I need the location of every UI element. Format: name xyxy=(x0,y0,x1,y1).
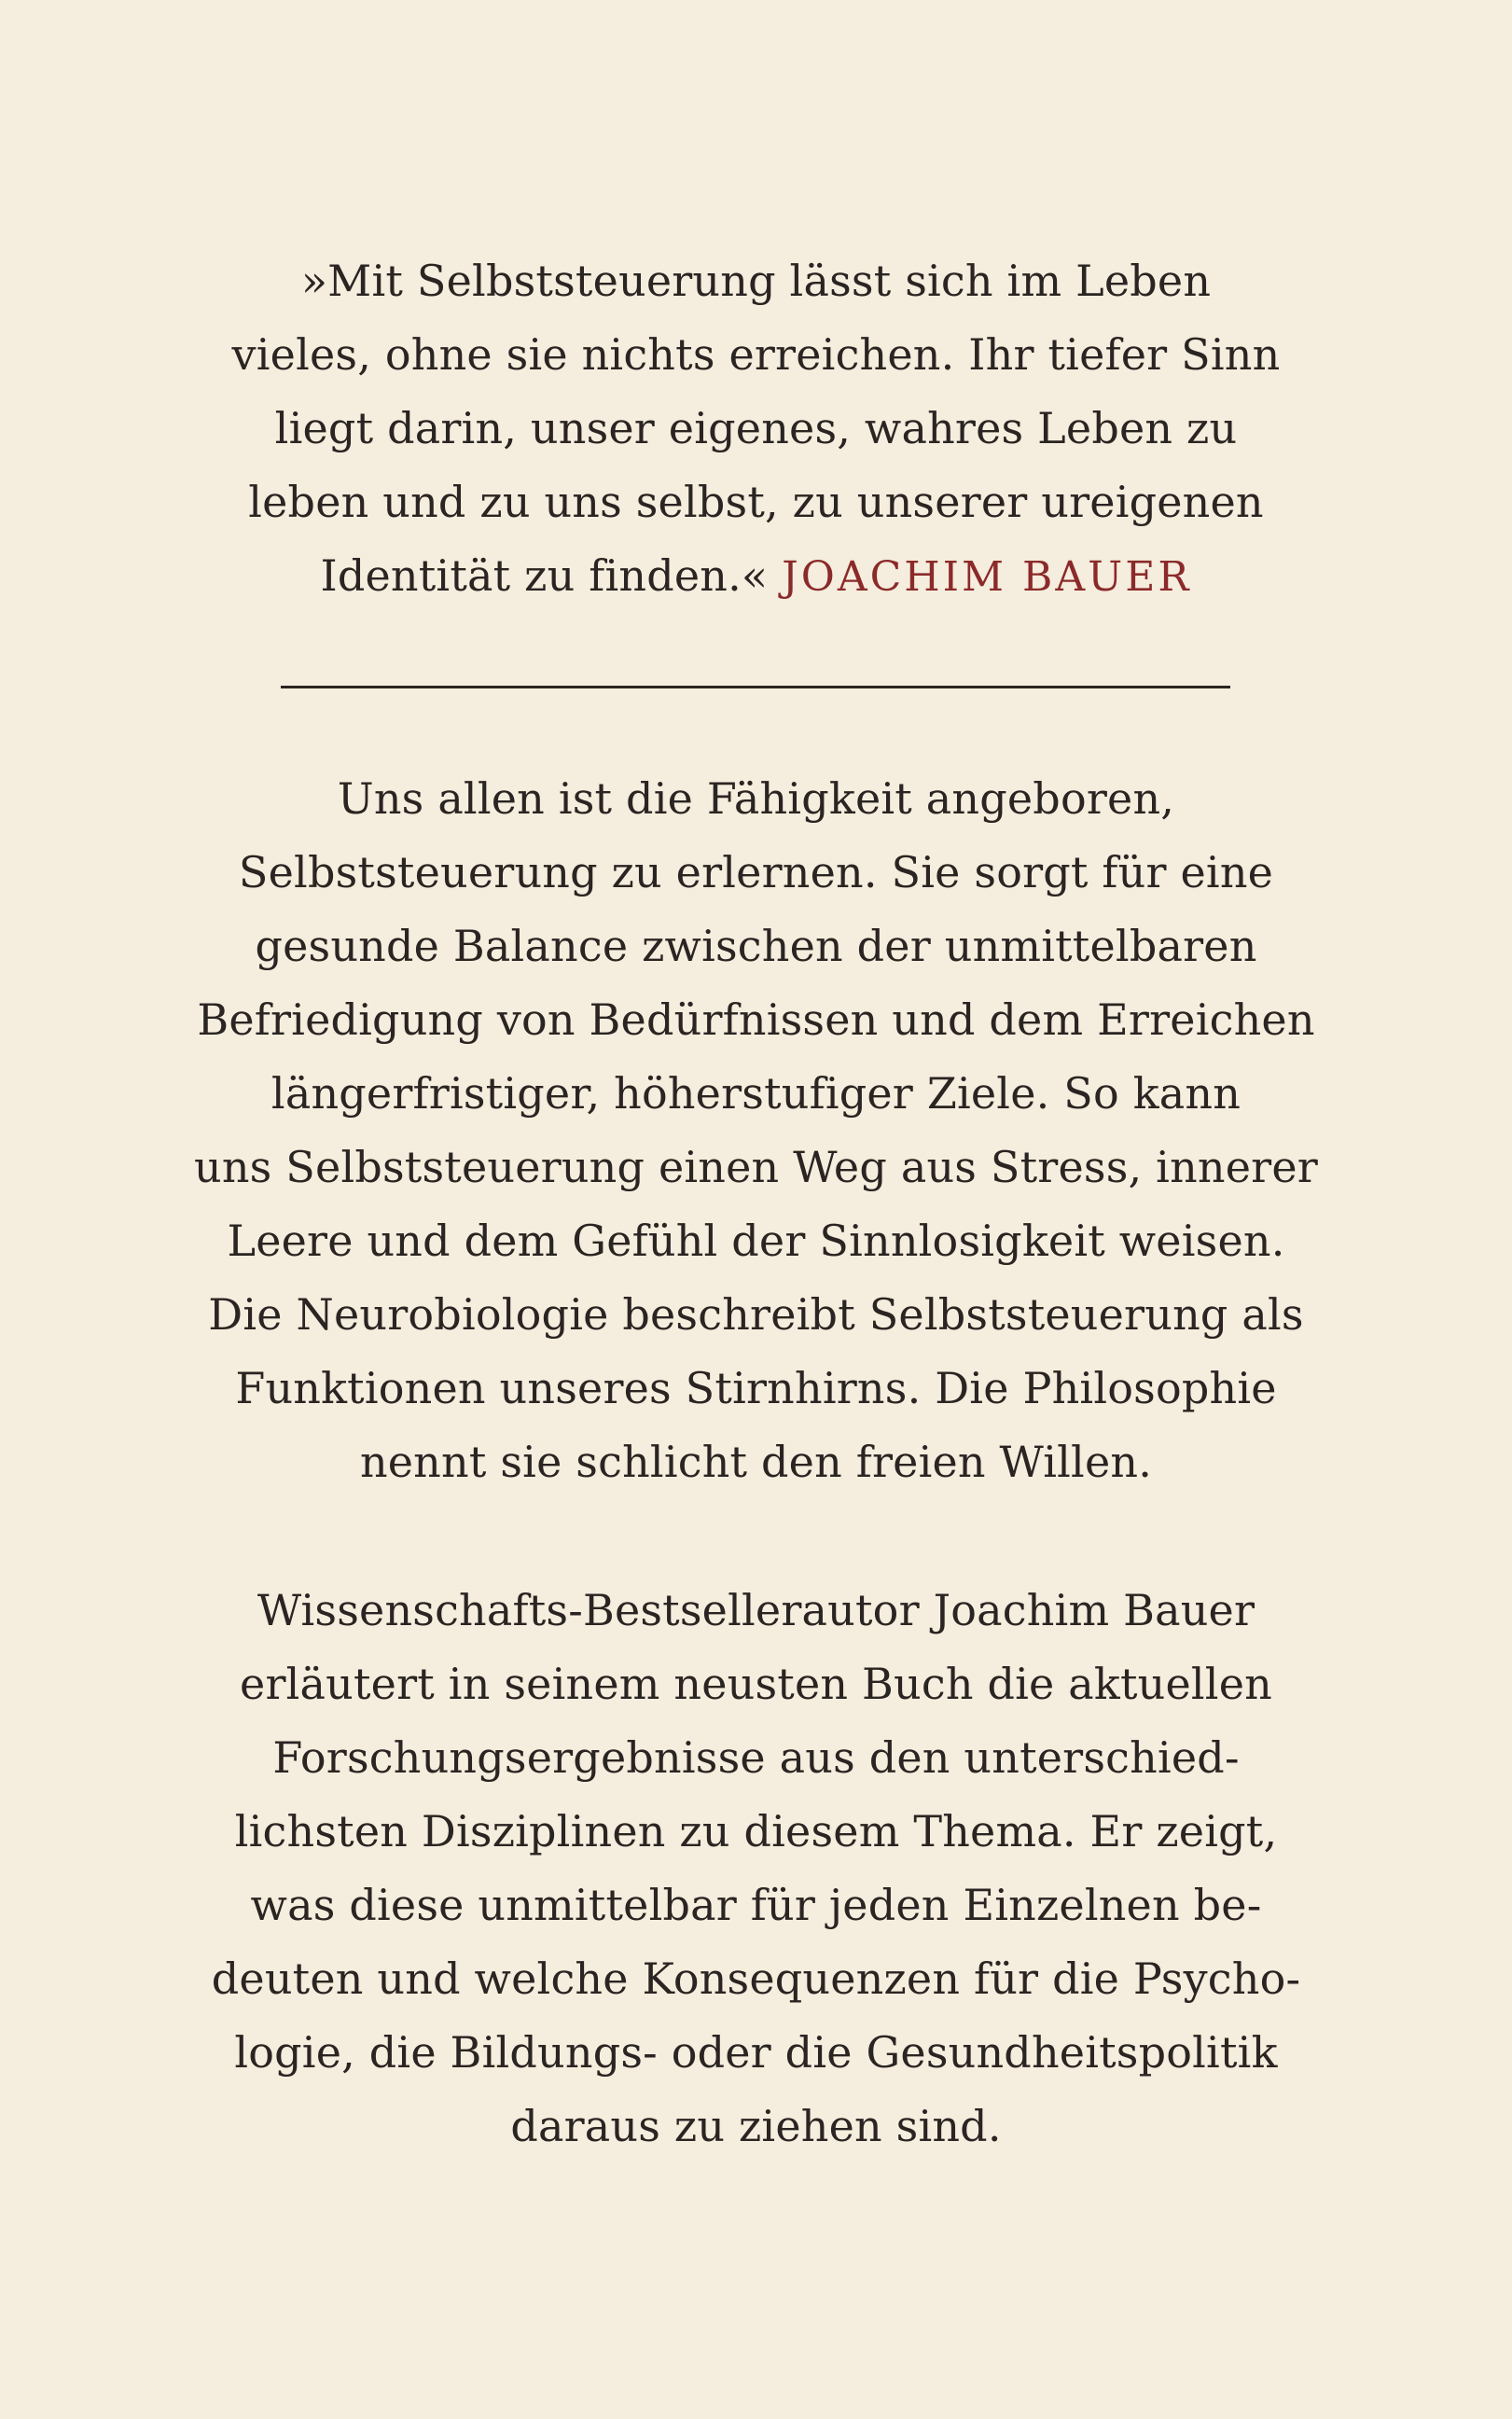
paragraph-line: Selbststeuerung zu erlernen. Sie sorgt für eine xyxy=(238,847,1274,897)
paragraph-line: Leere und dem Gefühl der Sinnlosigkeit weisen. xyxy=(227,1216,1285,1266)
quote-line: vieles, ohne sie nichts erreichen. Ihr tiefer Sinn xyxy=(231,329,1281,380)
quote-line: leben und zu uns selbst, zu unserer ureigenen xyxy=(248,477,1264,527)
description-paragraph-2 xyxy=(0,1574,1512,2163)
quote-line: liegt darin, unser eigenes, wahres Leben zu xyxy=(274,403,1238,453)
paragraph-line: längerfristiger, höherstufiger Ziele. So kann xyxy=(270,1068,1242,1119)
paragraph-line: deuten und welche Konsequenzen für die Psycho- xyxy=(211,1953,1301,2004)
quote-line: »Mit Selbststeuerung lässt sich im Leben xyxy=(300,256,1212,306)
paragraph-line: Die Neurobiologie beschreibt Selbststeuerung als xyxy=(208,1289,1304,1340)
quote-closing-text: Identität zu finden.« xyxy=(320,550,769,601)
quote-block xyxy=(0,244,1512,614)
paragraph-line: nennt sie schlicht den freien Willen. xyxy=(359,1437,1153,1487)
description-paragraph-1 xyxy=(0,762,1512,1499)
paragraph-line: Wissenschafts-Bestsellerautor Joachim Bauer xyxy=(257,1585,1255,1635)
paragraph-line: logie, die Bildungs- oder die Gesundheitspolitik xyxy=(234,2027,1278,2078)
horizontal-divider xyxy=(281,686,1230,688)
paragraph-line: lichsten Disziplinen zu diesem Thema. Er zeigt, xyxy=(234,1806,1278,1856)
paragraph-line: Befriedigung von Bedürfnissen und dem Erreichen xyxy=(197,994,1315,1045)
paragraph-line: uns Selbststeuerung einen Weg aus Stress, innerer xyxy=(194,1142,1318,1192)
paragraph-line: daraus zu ziehen sind. xyxy=(510,2101,1002,2151)
quote-author: JOACHIM BAUER xyxy=(782,553,1192,601)
paragraph-line: was diese unmittelbar für jeden Einzelnen be- xyxy=(250,1880,1262,1930)
quote-last-line xyxy=(0,539,1512,614)
paragraph-line: gesunde Balance zwischen der unmittelbaren xyxy=(255,921,1257,971)
paragraph-line: Forschungsergebnisse aus den unterschied- xyxy=(272,1732,1240,1783)
paragraph-line: Funktionen unseres Stirnhirns. Die Philosophie xyxy=(235,1363,1277,1413)
paragraph-line: Uns allen ist die Fähigkeit angeboren, xyxy=(337,773,1175,824)
paragraph-line: erläutert in seinem neusten Buch die aktuellen xyxy=(240,1659,1272,1709)
